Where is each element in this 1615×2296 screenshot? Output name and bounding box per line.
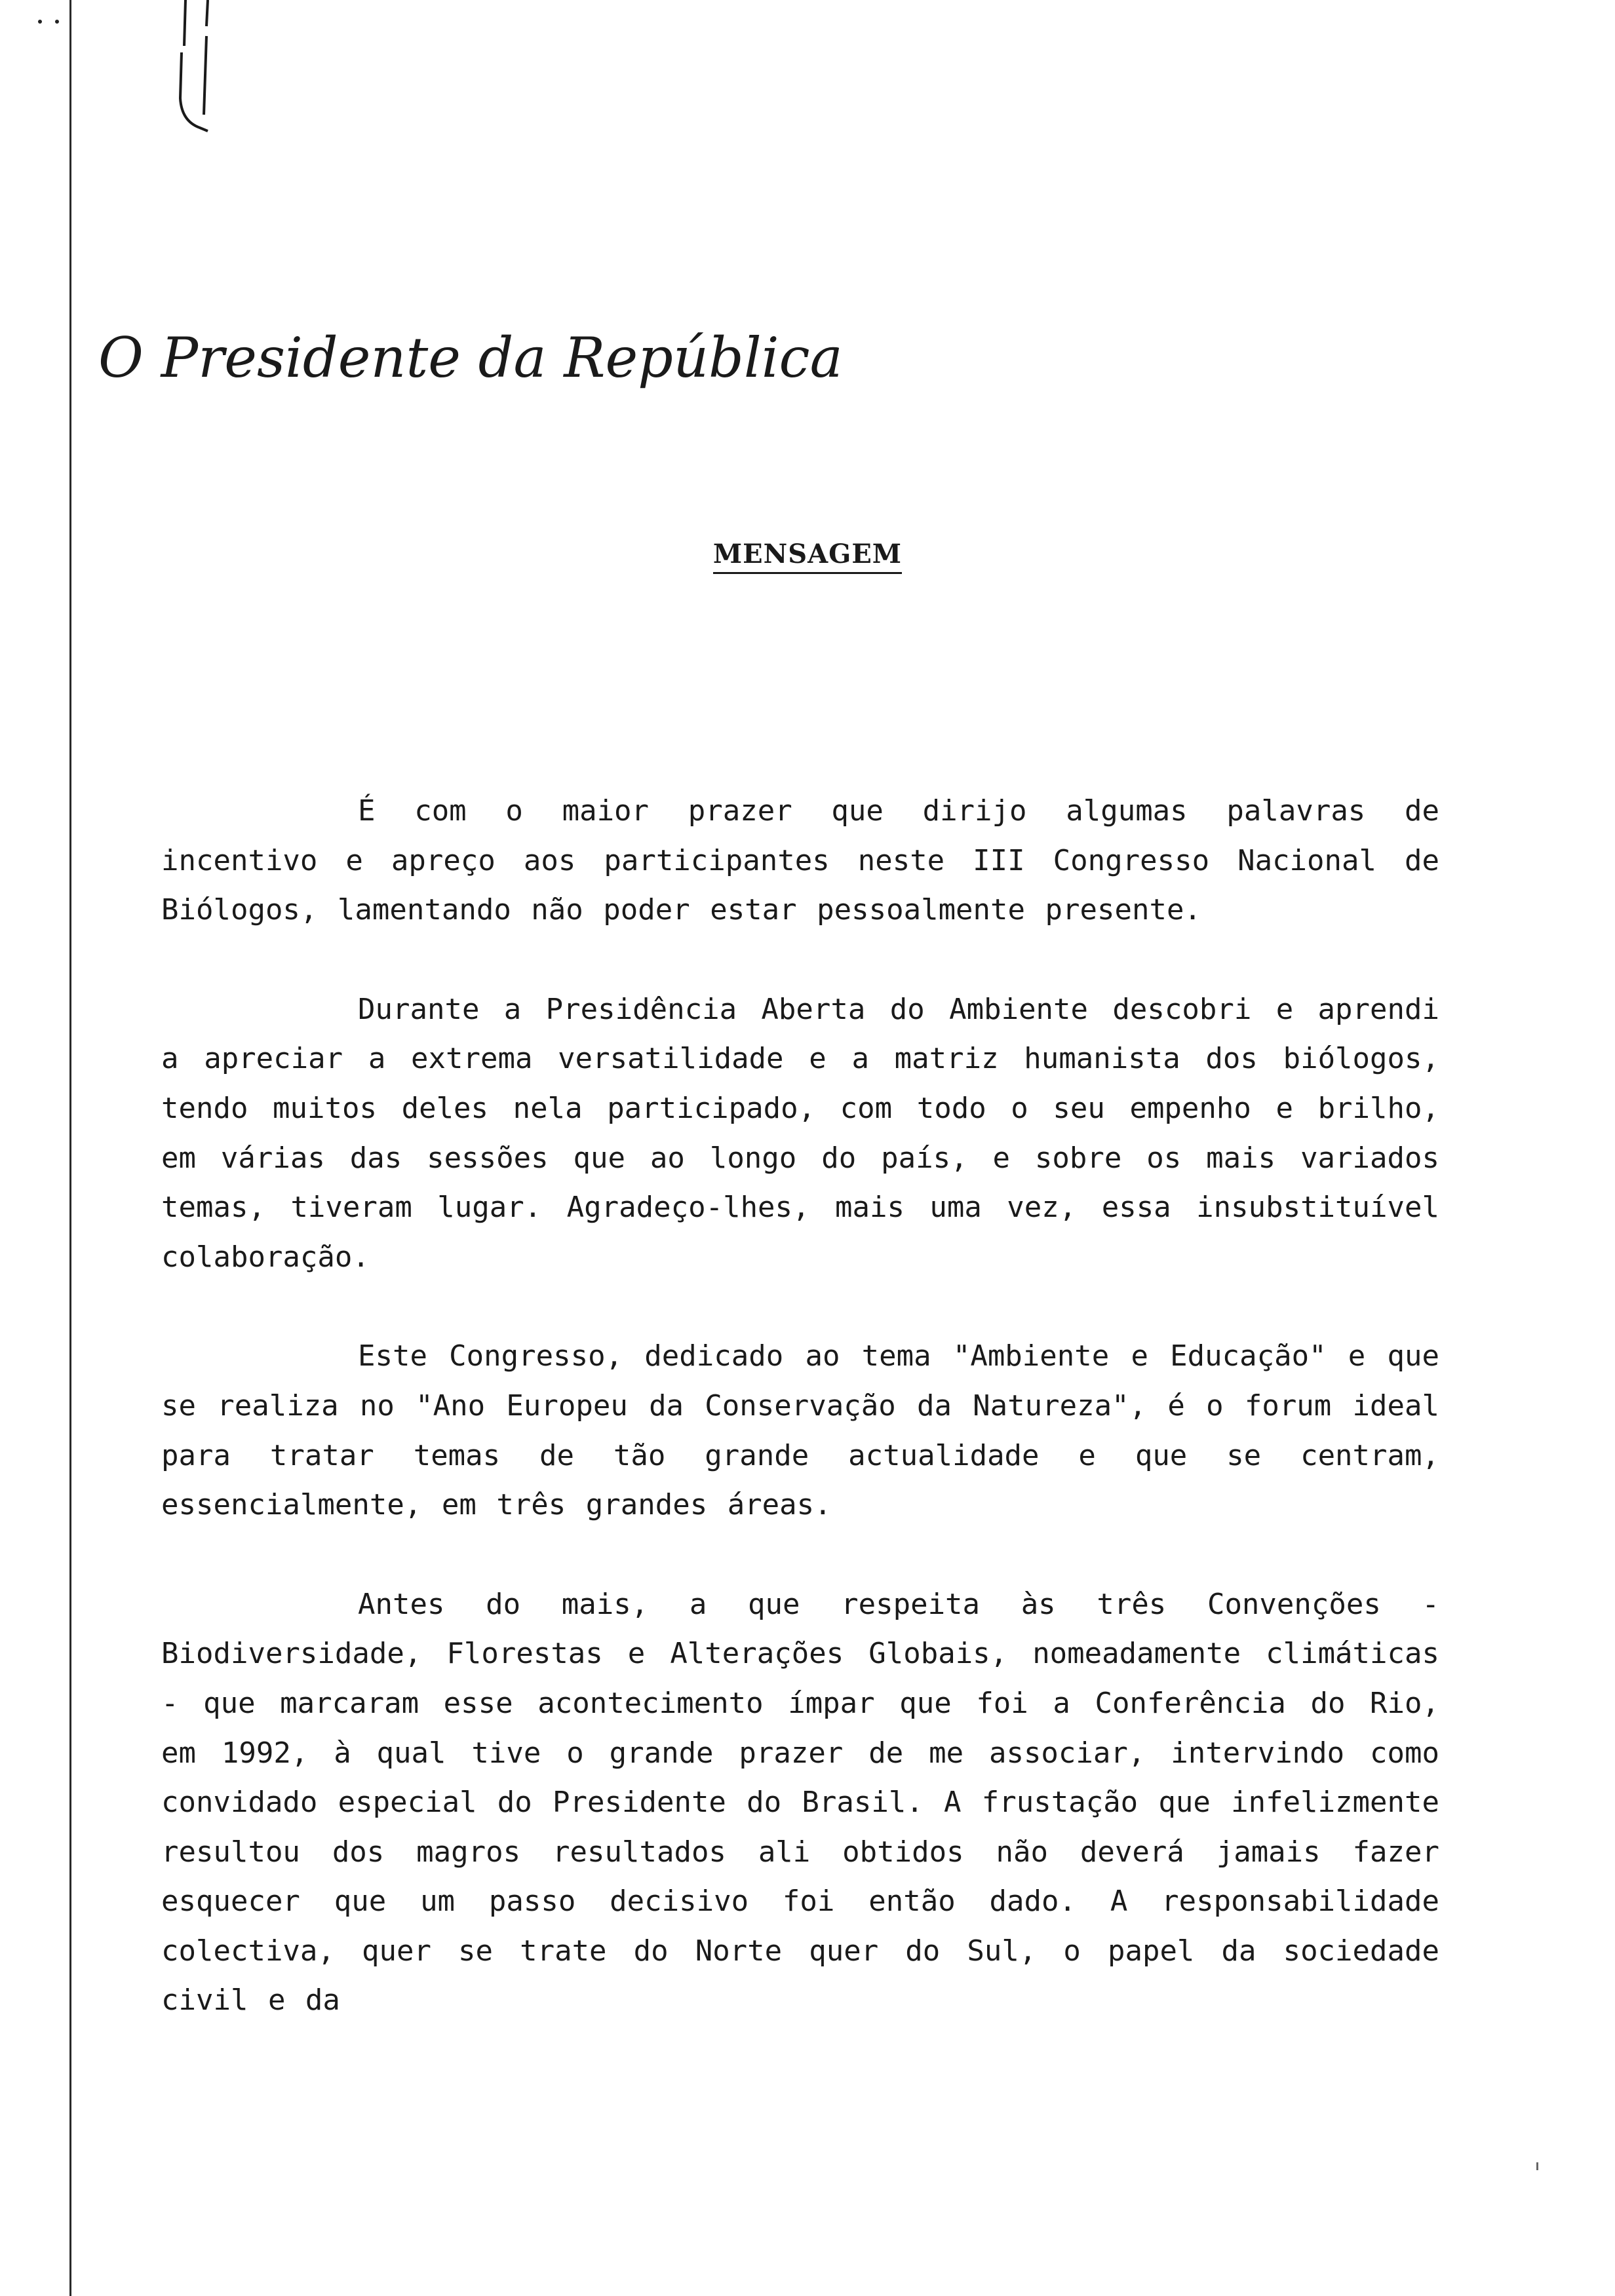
paragraph: Antes do mais, a que respeita às três Convenções - Biodiversidade, Florestas e Alterações Globais, nomeadamente climáticas - que marcaram esse acontecimento ímpar que foi a Conferência do Rio, em 1992, à qual tive o grande prazer de me associar, intervindo como convidado especial do Presidente do Brasil. A frustação que infelizmente resultou dos magros resultados ali obtidos não deverá jamais fazer esquecer que um passo decisivo foi então dado. A responsabilidade colectiva, quer se trate do Norte quer do Sul, o papel da sociedade civil e da xyxy=(161,1587,1439,2018)
paragraph: Durante a Presidência Aberta do Ambiente descobri e aprendi a apreciar a extrema versatilidade e a matriz humanista dos biólogos, tendo muitos deles nela participado, com todo o seu empenho e brilho, em várias das sessões que ao longo do país, e sobre os mais variados temas, tiveram lugar. Agradeço-lhes, mais uma vez, essa insubstituível colaboração. xyxy=(161,992,1439,1274)
letterhead xyxy=(92,308,843,406)
paragraph: Este Congresso, dedicado ao tema "Ambiente e Educação" e que se realiza no "Ano Europeu da Conservação da Natureza", é o forum ideal para tratar temas de tão grande actualidade e que se centram, essencialmente, em três grandes áreas. xyxy=(161,1339,1439,1522)
letterhead-text: O Presidente da República xyxy=(98,326,843,390)
scan-dot xyxy=(38,20,42,24)
scan-speck xyxy=(1536,2162,1538,2170)
letter-body xyxy=(161,786,1439,2075)
paragraph: É com o maior prazer que dirijo algumas palavras de incentivo e apreço aos participantes neste III Congresso Nacional de Biólogos, lamentando não poder estar pessoalmente presente. xyxy=(161,794,1439,927)
page-title xyxy=(0,539,1615,569)
title-text: MENSAGEM xyxy=(713,539,902,574)
scan-dot xyxy=(55,20,59,24)
binding-line xyxy=(69,0,71,2296)
paper-clip-mark xyxy=(167,0,226,138)
